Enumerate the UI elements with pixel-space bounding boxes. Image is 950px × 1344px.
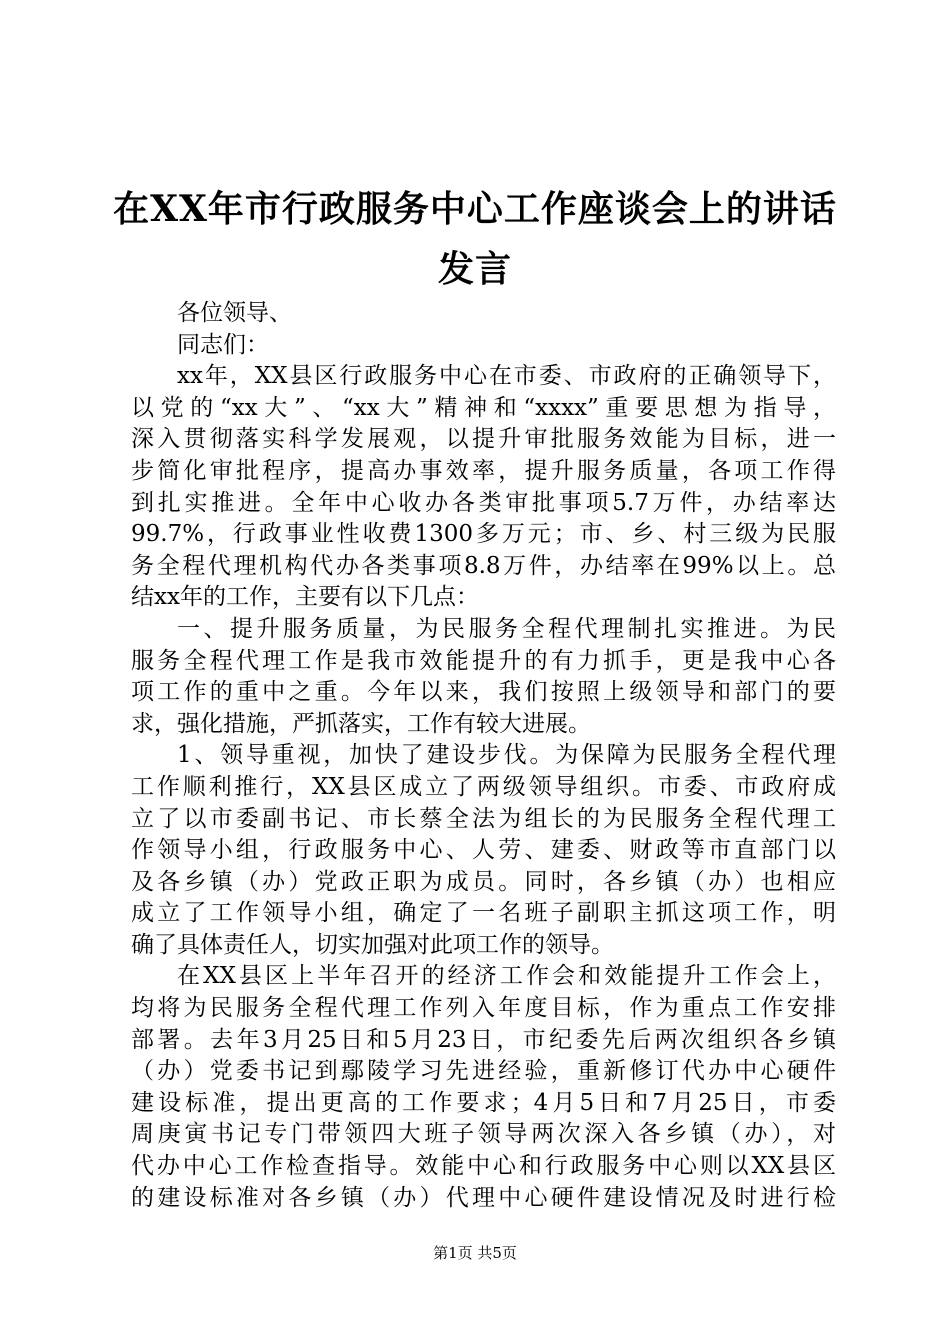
paragraph-line: 到扎实推进。全年中心收办各类审批事项5.7万件，办结率达 [131, 489, 836, 516]
paragraph-line: （办）党委书记到鄢陵学习先进经验，重新修订代办中心硬件 [131, 1058, 836, 1085]
paragraph-line: 作领导小组，行政服务中心、人劳、建委、财政等市直部门以 [131, 837, 836, 864]
paragraph-line: 结xx年的工作，主要有以下几点： [131, 584, 479, 611]
paragraph-line: 1、领导重视，加快了建设步伐。为保障为民服务全程代理 [177, 742, 836, 769]
paragraph-line: 工作顺利推行，XX县区成立了两级领导组织。市委、市政府成 [131, 773, 836, 800]
document-title-continued: 发言 [437, 248, 512, 290]
paragraph-line: 均将为民服务全程代理工作列入年度目标，作为重点工作安排 [131, 995, 836, 1022]
salutation-line: 同志们： [177, 331, 269, 358]
paragraph-line: 建设标准，提出更高的工作要求；4月5日和7月25日，市委 [131, 1089, 836, 1116]
document-body [131, 298, 836, 1214]
paragraph-line: 以党的“xx大”、“xx大”精神和“xxxx”重要思想为指导， [131, 394, 836, 421]
paragraph-line: xx年，XX县区行政服务中心在市委、市政府的正确领导下， [177, 363, 836, 390]
paragraph-line: 求，强化措施，严抓落实，工作有较大进展。 [131, 710, 591, 737]
paragraph-line: 服务全程代理工作是我市效能提升的有力抓手，更是我中心各 [131, 647, 836, 674]
paragraph-line: 务全程代理机构代办各类事项8.8万件，办结率在99%以上。总 [131, 552, 836, 579]
paragraph-line: 深入贯彻落实科学发展观，以提升审批服务效能为目标，进一 [131, 426, 836, 453]
paragraph-line: 的建设标准对各乡镇（办）代理中心硬件建设情况及时进行检 [131, 1184, 836, 1211]
paragraph-line: 周庚寅书记专门带领四大班子领导两次深入各乡镇（办），对 [131, 1121, 836, 1148]
paragraph-line: 99.7%，行政事业性收费1300多万元；市、乡、村三级为民服 [131, 521, 836, 548]
paragraph-line: 部署。去年3月25日和5月23日，市纪委先后两次组织各乡镇 [131, 1026, 836, 1053]
salutation-line: 各位领导、 [177, 300, 292, 326]
document-title: 在XX年市行政服务中心工作座谈会上的讲话 [113, 188, 837, 230]
paragraph-line: 一、提升服务质量，为民服务全程代理制扎实推进。为民 [177, 615, 836, 642]
paragraph-line: 及各乡镇（办）党政正职为成员。同时，各乡镇（办）也相应 [131, 868, 836, 895]
paragraph-line: 确了具体责任人，切实加强对此项工作的领导。 [131, 931, 614, 958]
paragraph-line: 项工作的重中之重。今年以来，我们按照上级领导和部门的要 [131, 679, 836, 706]
paragraph-line: 代办中心工作检查指导。效能中心和行政服务中心则以XX县区 [131, 1153, 836, 1180]
paragraph-line: 立了以市委副书记、市长蔡全法为组长的为民服务全程代理工 [131, 805, 836, 832]
paragraph-line: 成立了工作领导小组，确定了一名班子副职主抓这项工作，明 [131, 900, 836, 927]
paragraph-line: 在XX县区上半年召开的经济工作会和效能提升工作会上， [177, 963, 836, 990]
page-number-footer: 第1页 共5页 [433, 1244, 517, 1262]
paragraph-line: 步简化审批程序，提高办事效率，提升服务质量，各项工作得 [131, 457, 836, 484]
